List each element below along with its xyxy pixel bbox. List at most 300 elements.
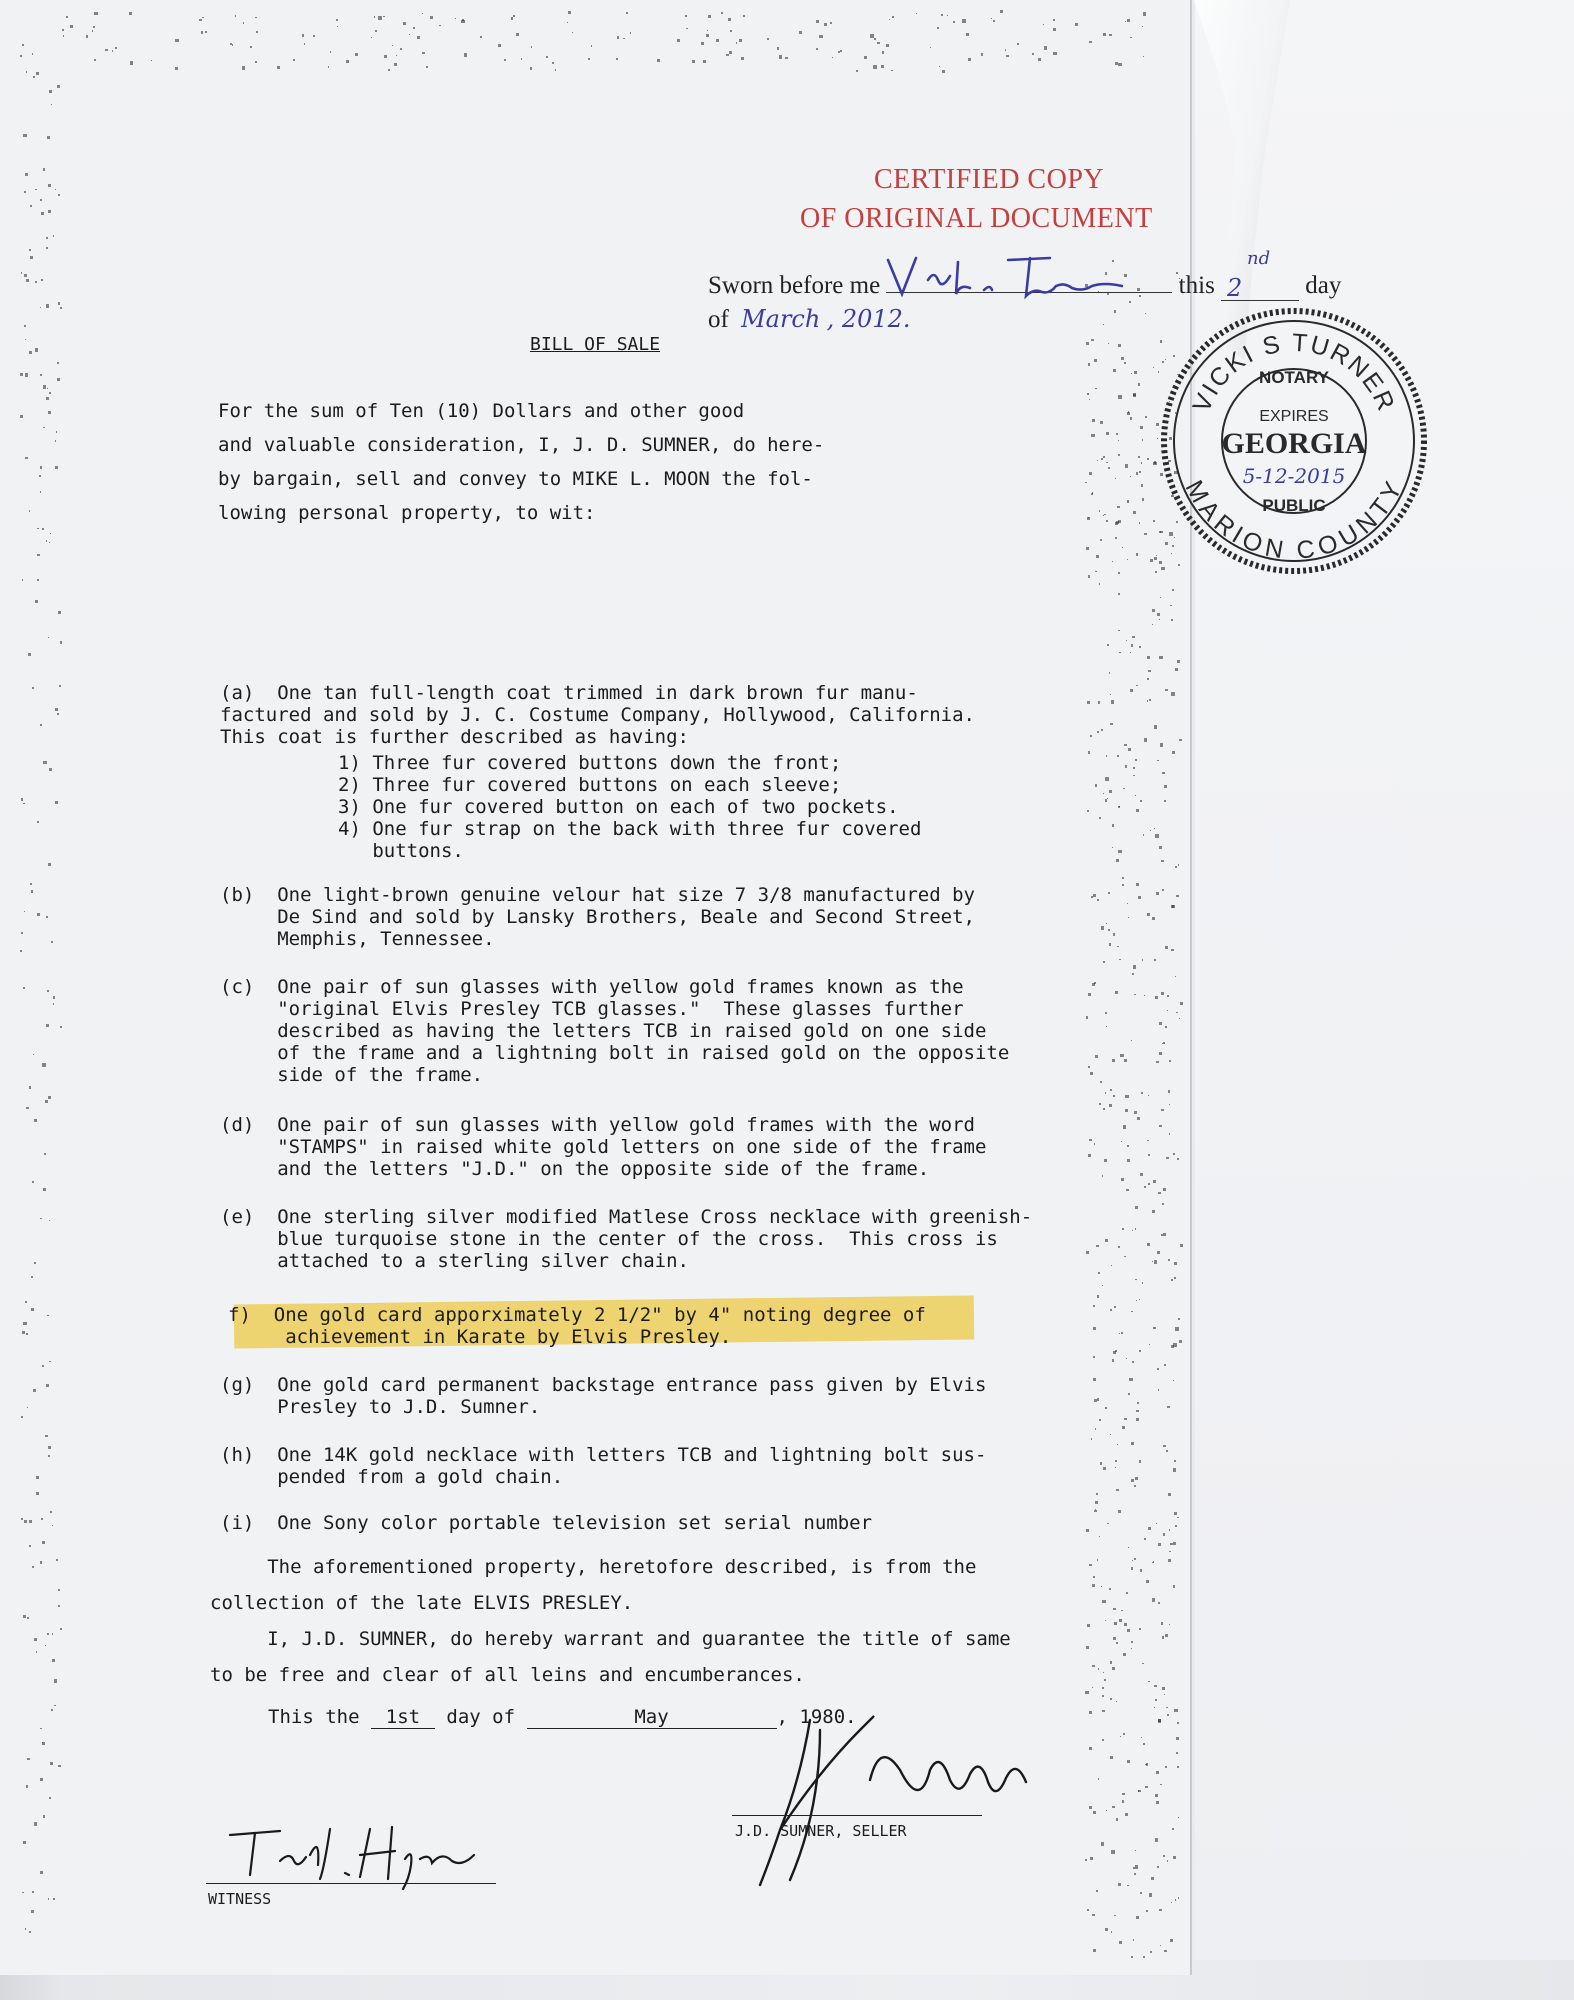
noise-speck: [23, 987, 25, 989]
noise-speck: [1116, 1818, 1118, 1820]
noise-speck: [1110, 1309, 1112, 1311]
document-title: BILL OF SALE: [530, 334, 661, 355]
noise-speck: [572, 32, 573, 33]
noise-speck: [953, 21, 955, 23]
noise-speck: [1113, 369, 1116, 372]
item-c-line: side of the frame.: [220, 1064, 484, 1086]
noise-speck: [43, 168, 46, 171]
noise-speck: [1095, 1501, 1098, 1504]
noise-speck: [1139, 1460, 1142, 1463]
noise-speck: [1044, 46, 1047, 49]
noise-speck: [1164, 1694, 1165, 1695]
noise-speck: [1111, 1265, 1112, 1266]
noise-speck: [1092, 1584, 1095, 1587]
noise-speck: [1119, 1619, 1122, 1622]
noise-speck: [1162, 1687, 1165, 1690]
noise-speck: [1121, 1610, 1123, 1612]
noise-speck: [1172, 1828, 1174, 1830]
noise-speck: [1141, 462, 1143, 464]
noise-speck: [1089, 1711, 1092, 1714]
noise-speck: [1176, 1752, 1178, 1754]
noise-speck: [1174, 1709, 1177, 1712]
noise-speck: [1093, 1305, 1095, 1307]
noise-speck: [403, 22, 406, 25]
noise-speck: [60, 1026, 62, 1028]
noise-speck: [1142, 1282, 1144, 1284]
noise-speck: [1134, 1111, 1137, 1114]
noise-speck: [1104, 514, 1105, 515]
noise-speck: [1148, 1681, 1149, 1682]
noise-speck: [886, 44, 889, 47]
noise-speck: [1163, 1188, 1166, 1191]
noise-speck: [1116, 1489, 1119, 1492]
noise-speck: [1178, 1817, 1179, 1818]
noise-speck: [1121, 1178, 1124, 1181]
noise-speck: [1164, 1364, 1166, 1366]
noise-speck: [1150, 559, 1153, 562]
noise-speck: [1102, 1739, 1104, 1741]
noise-speck: [1161, 860, 1164, 863]
noise-speck: [1099, 817, 1101, 819]
noise-speck: [1119, 1941, 1122, 1944]
noise-speck: [1122, 1426, 1125, 1429]
noise-speck: [1173, 1542, 1176, 1545]
noise-speck: [39, 475, 40, 476]
noise-speck: [1175, 866, 1177, 868]
noise-speck: [439, 25, 441, 27]
item-b-line: (b) One light-brown genuine velour hat size 7 3/8 manufactured by: [220, 884, 975, 906]
seller-signature: [720, 1700, 1080, 1900]
noise-speck: [1094, 1399, 1097, 1402]
noise-speck: [504, 59, 506, 61]
noise-speck: [29, 1520, 32, 1523]
noise-speck: [1103, 515, 1104, 516]
noise-speck: [1131, 644, 1134, 647]
noise-speck: [63, 35, 65, 37]
item-d-line: and the letters "J.D." on the opposite side of the frame.: [220, 1158, 930, 1180]
noise-speck: [43, 427, 44, 428]
noise-speck: [521, 58, 522, 59]
noise-speck: [1108, 467, 1110, 469]
noise-speck: [1006, 55, 1009, 58]
noise-speck: [1102, 1175, 1104, 1177]
noise-speck: [330, 51, 332, 53]
noise-speck: [1165, 946, 1168, 949]
noise-speck: [1110, 694, 1111, 695]
noise-speck: [34, 1119, 37, 1122]
noise-speck: [1143, 56, 1145, 58]
noise-speck: [716, 39, 719, 42]
noise-speck: [1100, 539, 1103, 542]
item-a-line: This coat is further described as having:: [220, 726, 689, 748]
noise-speck: [388, 69, 390, 71]
noise-speck: [1175, 976, 1176, 977]
noise-speck: [1087, 701, 1090, 704]
noise-speck: [1106, 520, 1108, 522]
noise-speck: [20, 950, 22, 952]
noise-speck: [37, 528, 38, 529]
noise-speck: [692, 60, 695, 63]
noise-speck: [57, 362, 60, 365]
noise-speck: [430, 16, 433, 19]
noise-speck: [1116, 1642, 1118, 1644]
noise-speck: [21, 272, 23, 274]
noise-speck: [21, 1518, 23, 1520]
noise-speck: [588, 58, 590, 60]
noise-speck: [94, 12, 97, 15]
noise-speck: [1130, 652, 1131, 653]
noise-speck: [41, 1518, 43, 1520]
noise-speck: [1124, 744, 1127, 747]
noise-speck: [962, 19, 965, 22]
noise-speck: [1158, 1719, 1161, 1722]
noise-speck: [1133, 511, 1136, 514]
noise-speck: [1128, 1547, 1129, 1548]
noise-speck: [47, 990, 49, 992]
noise-speck: [1164, 800, 1166, 802]
noise-speck: [1122, 1793, 1125, 1796]
noise-speck: [1092, 419, 1095, 422]
noise-speck: [1153, 1327, 1156, 1330]
noise-speck: [1141, 1737, 1142, 1738]
noise-speck: [1134, 1485, 1136, 1487]
noise-speck: [1085, 482, 1086, 483]
closing-line: I, J.D. SUMNER, do hereby warrant and guarantee the title of same: [210, 1628, 1011, 1650]
noise-speck: [1097, 460, 1098, 461]
noise-speck: [1128, 917, 1129, 918]
noise-speck: [42, 528, 43, 529]
item-h-line: (h) One 14K gold necklace with letters TCB and lightning bolt sus-: [220, 1444, 987, 1466]
noise-speck: [1085, 1859, 1087, 1861]
noise-speck: [1101, 926, 1104, 929]
noise-speck: [1125, 1109, 1128, 1112]
noise-speck: [1032, 53, 1034, 55]
intro-line: lowing personal property, to wit:: [218, 502, 596, 524]
intro-line: For the sum of Ten (10) Dollars and other good: [218, 400, 745, 422]
noise-speck: [1087, 1909, 1089, 1911]
noise-speck: [1168, 1559, 1171, 1562]
noise-speck: [1133, 1939, 1134, 1940]
noise-speck: [1141, 1092, 1143, 1094]
noise-speck: [1086, 1646, 1089, 1649]
noise-speck: [464, 53, 467, 56]
noise-speck: [555, 69, 556, 70]
noise-speck: [1131, 1442, 1133, 1444]
noise-speck: [703, 60, 706, 63]
noise-speck: [889, 19, 891, 21]
noise-speck: [1101, 1842, 1104, 1845]
noise-speck: [455, 18, 456, 19]
noise-speck: [1135, 759, 1137, 761]
noise-speck: [1108, 343, 1109, 344]
item-a-line: (a) One tan full-length coat trimmed in dark brown fur manu-: [220, 682, 918, 704]
noise-speck: [1118, 630, 1119, 631]
noise-speck: [29, 1545, 31, 1547]
certified-copy-line-1: CERTIFIED COPY: [874, 164, 1105, 195]
seller-label: J.D. SUMNER, SELLER: [735, 1822, 907, 1840]
noise-speck: [313, 35, 315, 37]
noise-speck: [1107, 644, 1109, 646]
noise-speck: [1103, 1108, 1105, 1110]
noise-speck: [24, 911, 25, 912]
noise-speck: [1149, 1344, 1151, 1346]
noise-speck: [1140, 426, 1143, 429]
noise-speck: [1136, 1418, 1139, 1421]
noise-speck: [40, 724, 42, 726]
noise-speck: [1053, 52, 1056, 55]
noise-speck: [1086, 342, 1089, 345]
noise-speck: [93, 26, 95, 28]
noise-speck: [31, 1910, 34, 1913]
noise-speck: [1164, 785, 1167, 788]
noise-speck: [1133, 393, 1136, 396]
noise-speck: [1136, 1300, 1137, 1301]
noise-speck: [1177, 1722, 1179, 1724]
noise-speck: [34, 1638, 37, 1641]
noise-speck: [1131, 1567, 1133, 1569]
noise-speck: [1118, 63, 1121, 66]
noise-speck: [1122, 1228, 1124, 1230]
noise-speck: [1159, 1909, 1161, 1911]
noise-speck: [1091, 339, 1093, 341]
noise-speck: [1132, 973, 1134, 975]
item-c-line: (c) One pair of sun glasses with yellow gold frames known as the: [220, 976, 964, 998]
noise-speck: [24, 191, 26, 193]
noise-speck: [201, 31, 204, 34]
noise-speck: [626, 12, 628, 14]
noise-speck: [1156, 1771, 1159, 1774]
noise-speck: [44, 1153, 46, 1155]
noise-speck: [46, 1024, 49, 1027]
noise-speck: [1103, 1467, 1106, 1470]
noise-speck: [58, 1589, 60, 1591]
noise-speck: [1093, 1949, 1095, 1951]
noise-speck: [856, 70, 858, 72]
noise-speck: [422, 52, 424, 54]
noise-speck: [1167, 1406, 1170, 1409]
noise-speck: [1144, 995, 1145, 996]
noise-speck: [1103, 33, 1106, 36]
seal-expiry-date: 5-12-2015: [1242, 464, 1346, 488]
noise-speck: [1121, 1332, 1123, 1334]
noise-speck: [937, 27, 938, 28]
noise-speck: [1152, 609, 1155, 612]
noise-speck: [701, 42, 704, 45]
noise-speck: [1162, 1636, 1164, 1638]
item-g-line: (g) One gold card permanent backstage entrance pass given by Elvis: [220, 1374, 987, 1396]
day-value: 2: [1227, 274, 1243, 302]
noise-speck: [1085, 1691, 1088, 1694]
noise-speck: [1089, 1806, 1092, 1809]
noise-speck: [1114, 310, 1117, 313]
noise-speck: [1095, 388, 1097, 390]
noise-speck: [1163, 1855, 1165, 1857]
noise-speck: [685, 15, 686, 16]
seal-state: GEORGIA: [1221, 427, 1367, 460]
noise-speck: [1125, 1095, 1128, 1098]
noise-speck: [346, 60, 349, 63]
item-a-subitem: 4) One fur strap on the back with three fur covered: [338, 818, 922, 840]
item-f-line: achievement in Karate by Elvis Presley.: [228, 1326, 732, 1348]
noise-speck: [1171, 619, 1173, 621]
noise-speck: [242, 66, 245, 69]
noise-speck: [1117, 1444, 1118, 1445]
noise-speck: [1118, 440, 1119, 441]
noise-speck: [55, 466, 58, 469]
noise-speck: [27, 1617, 29, 1619]
noise-speck: [1147, 1140, 1148, 1141]
noise-speck: [1119, 652, 1121, 654]
noise-speck: [1143, 12, 1146, 15]
noise-speck: [736, 42, 737, 43]
noise-speck: [21, 932, 23, 934]
noise-speck: [40, 374, 42, 376]
noise-speck: [1157, 760, 1159, 762]
noise-speck: [58, 302, 61, 305]
noise-speck: [1139, 646, 1141, 648]
noise-speck: [1152, 1598, 1155, 1601]
noise-speck: [1127, 1145, 1129, 1147]
noise-speck: [1151, 1877, 1154, 1880]
noise-speck: [47, 136, 50, 139]
noise-speck: [874, 38, 876, 40]
noise-speck: [1176, 1737, 1178, 1739]
noise-speck: [892, 16, 894, 18]
noise-speck: [816, 48, 819, 51]
noise-speck: [1148, 1183, 1150, 1185]
noise-speck: [29, 1086, 32, 1089]
noise-speck: [1113, 933, 1115, 935]
noise-speck: [1127, 500, 1130, 503]
noise-speck: [30, 256, 33, 259]
noise-speck: [1113, 1095, 1115, 1097]
noise-speck: [27, 1758, 30, 1761]
noise-speck: [1150, 830, 1151, 831]
noise-speck: [1109, 790, 1112, 793]
noise-speck: [785, 57, 787, 59]
noise-speck: [1134, 371, 1137, 374]
noise-speck: [1094, 359, 1097, 362]
noise-speck: [1130, 476, 1131, 477]
noise-speck: [23, 1322, 26, 1325]
noise-speck: [20, 55, 21, 56]
noise-speck: [1166, 1707, 1167, 1708]
witness-label: WITNESS: [208, 1890, 272, 1908]
noise-speck: [1117, 755, 1119, 757]
noise-speck: [1118, 1510, 1121, 1513]
noise-speck: [1140, 1892, 1142, 1894]
noise-speck: [1110, 1089, 1112, 1091]
noise-speck: [250, 46, 253, 49]
noise-speck: [1173, 1856, 1176, 1859]
noise-speck: [94, 59, 96, 61]
noise-speck: [30, 883, 31, 884]
noise-speck: [1130, 689, 1133, 692]
noise-speck: [1131, 373, 1132, 374]
noise-speck: [1124, 1418, 1127, 1421]
noise-speck: [54, 1705, 56, 1707]
noise-speck: [34, 1262, 36, 1264]
noise-speck: [1127, 903, 1128, 904]
noise-speck: [1177, 660, 1180, 663]
noise-speck: [1137, 1117, 1140, 1120]
noise-speck: [302, 34, 304, 36]
noise-speck: [1158, 1543, 1161, 1546]
noise-speck: [56, 1559, 58, 1561]
item-c-line: of the frame and a lightning bolt in raised gold on the opposite: [220, 1042, 1010, 1064]
noise-speck: [1153, 462, 1156, 465]
noise-speck: [35, 600, 38, 603]
noise-speck: [568, 11, 571, 14]
noise-speck: [1114, 1915, 1116, 1917]
noise-speck: [1086, 1529, 1089, 1532]
noise-speck: [1104, 1679, 1106, 1681]
noise-speck: [57, 713, 59, 715]
item-e-line: (e) One sterling silver modified Matlese Cross necklace with greenish-: [220, 1206, 1033, 1228]
noise-speck: [1103, 324, 1104, 325]
noise-speck: [741, 57, 744, 60]
noise-speck: [62, 29, 64, 31]
noise-speck: [1094, 1143, 1096, 1145]
sworn-before-label: Sworn before me: [708, 272, 881, 299]
noise-speck: [1178, 1318, 1180, 1320]
noise-speck: [1116, 1701, 1117, 1702]
noise-speck: [1111, 700, 1114, 703]
noise-speck: [1102, 1285, 1103, 1286]
noise-speck: [58, 1605, 60, 1607]
noise-speck: [129, 12, 132, 15]
noise-speck: [1169, 1624, 1170, 1625]
noise-speck: [1161, 992, 1164, 995]
seal-notary: NOTARY: [1259, 368, 1329, 387]
noise-speck: [1146, 1580, 1149, 1583]
noise-speck: [1133, 775, 1135, 777]
noise-speck: [1168, 1259, 1170, 1261]
noise-speck: [1165, 1766, 1167, 1768]
noise-speck: [1103, 793, 1104, 794]
noise-speck: [58, 1765, 61, 1768]
noise-speck: [1075, 23, 1077, 25]
noise-speck: [1124, 1059, 1127, 1062]
noise-speck: [40, 1778, 43, 1781]
noise-speck: [1144, 1186, 1146, 1188]
noise-speck: [409, 34, 410, 35]
closing-line: The aforementioned property, heretofore described, is from the: [210, 1556, 977, 1578]
noise-speck: [48, 411, 51, 414]
noise-speck: [1112, 1359, 1114, 1361]
noise-speck: [1105, 1012, 1107, 1014]
noise-speck: [981, 53, 983, 55]
noise-speck: [1000, 10, 1003, 13]
noise-speck: [86, 35, 89, 38]
noise-speck: [1132, 1560, 1133, 1561]
noise-speck: [1152, 917, 1155, 920]
noise-speck: [1153, 1180, 1156, 1183]
noise-speck: [1103, 961, 1104, 962]
item-b-line: De Sind and sold by Lansky Brothers, Beale and Second Street,: [220, 906, 975, 928]
noise-speck: [1088, 575, 1090, 577]
noise-speck: [1152, 1261, 1153, 1262]
noise-speck: [1138, 383, 1140, 385]
noise-speck: [1142, 959, 1143, 960]
noise-speck: [36, 1651, 37, 1652]
item-g-line: Presley to J.D. Sumner.: [220, 1396, 541, 1418]
noise-speck: [819, 35, 822, 38]
noise-speck: [1107, 798, 1108, 799]
noise-speck: [799, 31, 802, 34]
noise-speck: [199, 19, 202, 22]
noise-speck: [1148, 1095, 1149, 1096]
